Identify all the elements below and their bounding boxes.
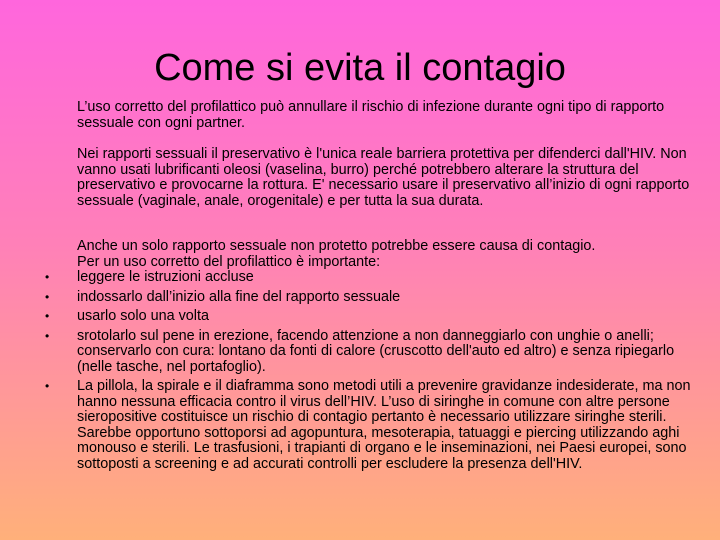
bullet-icon: • [45, 289, 50, 304]
slide-title: Come si evita il contagio [154, 47, 566, 89]
bullet-icon: • [45, 379, 50, 393]
list-item: • usarlo solo una volta [45, 308, 209, 324]
prevention-list [0, 239, 720, 472]
list-item: • indossarlo dall’inizio alla fine del rapporto sessuale [45, 288, 401, 305]
list-intro-line: Per un uso corretto del profilattico è importante: [77, 253, 381, 270]
list-item: • leggere le istruzioni accluse [45, 269, 254, 285]
paragraph-condom-use: L’uso corretto del profilattico può annullare il rischio di infezione durante ogni tipo di rapporto sessuale con ogni partner. [77, 99, 665, 131]
list-intro-line: Anche un solo rapporto sessuale non protetto potrebbe essere causa di contagio. [77, 238, 596, 254]
bullet-icon: • [45, 309, 50, 323]
list-item: • srotolarlo sul pene in erezione, facendo attenzione a non danneggiarlo con unghie o anelli; conservarlo con cura: lontano da fonti di calore (cruscotto dell'auto ed altro) e senza ripiegarlo (nelle tasche, nel portafoglio). [45, 327, 675, 375]
paragraph-preservative-barrier: Nei rapporti sessuali il preservativo è l'unica reale barriera protettiva per difenderci dall'HIV. Non vanno usati lubrificanti oleosi (vaselina, burro) perché potrebbero alterare la struttura del preservativo e provocarne la rottura. E' necessario usare il preservativo all’inizio di ogni rapporto sessuale (vaginale, anale, orogenitale) e per tutta la sua durata. [77, 146, 690, 209]
bullet-icon: • [45, 328, 50, 343]
list-item: • La pillola, la spirale e il diaframma sono metodi utili a prevenire gravidanze indesiderate, ma non hanno nessuna efficacia contro il virus dell’HIV. L’uso di siringhe in comune con altre persone sieropositive costituisce un rischio di contagio pertanto è necessario utilizzare siringhe sterili. Sarebbe opportuno sottoporsi ad agopuntura, mesoterapia, tatuaggi e piercing utilizzando aghi monouso e sterili. Le trasfusioni, i trapianti di organo e le inseminazioni, nei Paesi europei, sono sottoposti a screening e ad accurati controlli per escludere la presenza dell'HIV. [45, 378, 691, 472]
bullet-icon: • [45, 270, 50, 284]
